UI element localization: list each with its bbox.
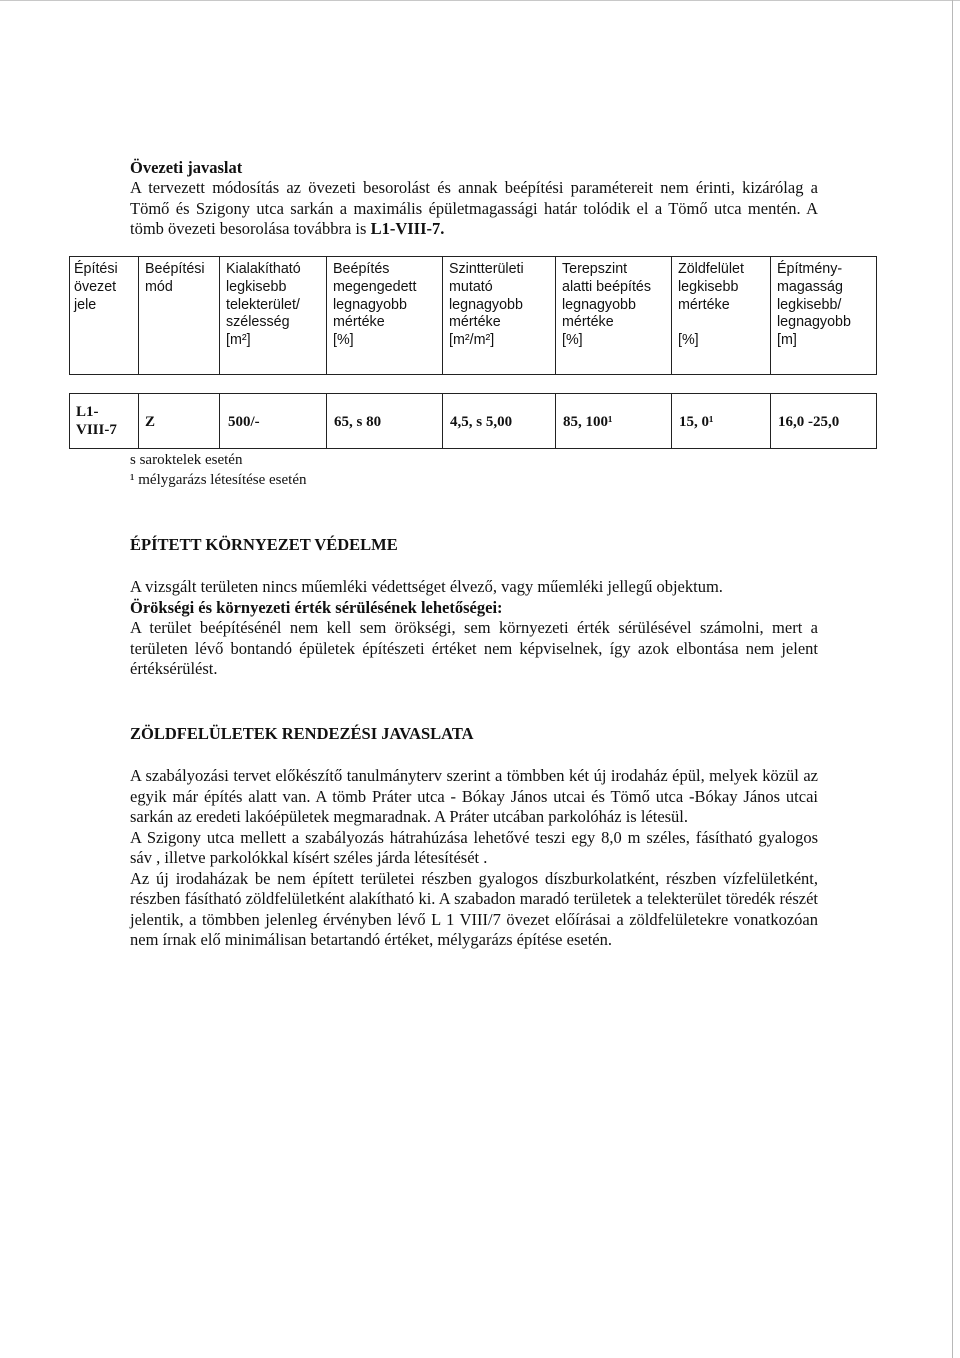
data-cell: 85, 100¹	[563, 414, 613, 430]
paragraph: A terület beépítésénél nem kell sem örökségi, sem környezeti érték sérülésével számolni, mert a területen lévő bontandó épületek építészeti értéket nem képviselnek, így azok elbontása nem jelent értéksérülést.	[130, 618, 818, 678]
header-cell: Zöldfelület legkisebb mértéke [%]	[678, 261, 744, 349]
heritage-section	[130, 535, 818, 680]
paragraph: Az új irodaházak be nem épített területei részben gyalogos díszburkolatként, részben vízfelületként, részben fásítható zöldfelületként alakítható ki. A szabadon maradó területek a telekterület töredék részét jelentik, a tömbben jelenleg érvényben lévő L 1 VIII/7 övezet előírásai a zöldfelületekre vonatkozóan nem írnak elő minimálisan betartandó értéket, mélygarázs építése esetén.	[130, 868, 818, 949]
header-cell: Beépítési mód	[145, 261, 205, 295]
header-cell: Építési övezet jele	[74, 261, 118, 313]
col-divider	[555, 256, 556, 375]
col-divider	[326, 256, 327, 375]
page-right-edge	[952, 0, 953, 1358]
col-divider	[671, 256, 672, 375]
data-cell: 500/-	[228, 414, 260, 430]
col-divider	[442, 393, 443, 449]
section-heading: ZÖLDFELÜLETEK RENDEZÉSI JAVASLATA	[130, 724, 474, 743]
intro-paragraph	[130, 178, 818, 240]
header-cell: Szintterületi mutató legnagyobb mértéke [m²/m²]	[449, 261, 524, 349]
col-divider	[138, 256, 139, 375]
subheading: Öröks​égi és környezeti érték sérülésének lehetőségei:	[130, 597, 503, 617]
intro-text: A tervezett módosítás az övezeti besorolást és annak beépítési paramétereit nem érinti, kizárólag a Tömő és Szigony utca sarkán a maximális épületmagassági határ tolódik el a Tömő utca mentén. A tömb övezeti besorolása továbbra is	[130, 178, 818, 238]
data-cell: Z	[145, 414, 156, 430]
data-cell: 15, 0¹	[679, 414, 714, 430]
zone-code: L1-VIII-7.	[370, 219, 445, 238]
data-cell: 16,0 -25,0	[778, 414, 840, 430]
data-cell-zone: L1- VIII-7	[76, 404, 117, 438]
col-divider	[442, 256, 443, 375]
header-cell: Terepszint alatti beépítés legnagyobb mértéke [%]	[562, 261, 652, 349]
col-divider	[770, 393, 771, 449]
header-cell: Építmény- magasság legkisebb/ legnagyobb [m]	[777, 261, 851, 349]
col-divider	[138, 393, 139, 449]
data-cell: 4,5, s 5,00	[450, 414, 513, 430]
col-divider	[770, 256, 771, 375]
col-divider	[219, 393, 220, 449]
paragraph: A Szigony utca mellett a szabályozás hátrahúzása lehetővé teszi egy 8,0 m széles, fásítható gyalogos sáv , illetve parkolókkal kísért széles járda létesítését .	[130, 827, 818, 867]
table-note: ¹ mélygarázs létesítése esetén	[130, 472, 307, 488]
col-divider	[219, 256, 220, 375]
intro-section	[130, 158, 818, 240]
section-heading: ÉPÍTETT KÖRNYEZET VÉDELME	[130, 535, 398, 554]
col-divider	[326, 393, 327, 449]
header-cell: Beépítés megengedett legnagyobb mértéke [%]	[333, 261, 417, 349]
page-top-edge	[0, 0, 960, 1]
greenspace-section	[130, 724, 818, 951]
col-divider	[555, 393, 556, 449]
header-cell: Kialakítható legkisebb telekterület/ szélesség [m²]	[226, 261, 301, 349]
data-cell: 65, s 80	[334, 414, 382, 430]
table-note: s saroktelek esetén	[130, 452, 243, 468]
intro-title: Övezeti javaslat	[130, 158, 243, 177]
paragraph: A szabályozási tervet előkészítő tanulmányterv szerint a tömbben két új irodaház épül, melyek közül az egyik már építés alatt van. A tömb Práter utca - Bókay János utcai és Tömő utca -Bókay János utcai sarkán az eredeti lakóépületek megmaradnak. A Práter utcában parkolóház is létesül.	[130, 766, 818, 826]
col-divider	[671, 393, 672, 449]
paragraph: A vizsgált területen nincs műemléki védettséget élvező, vagy műemléki jellegű objektum.	[130, 577, 723, 596]
